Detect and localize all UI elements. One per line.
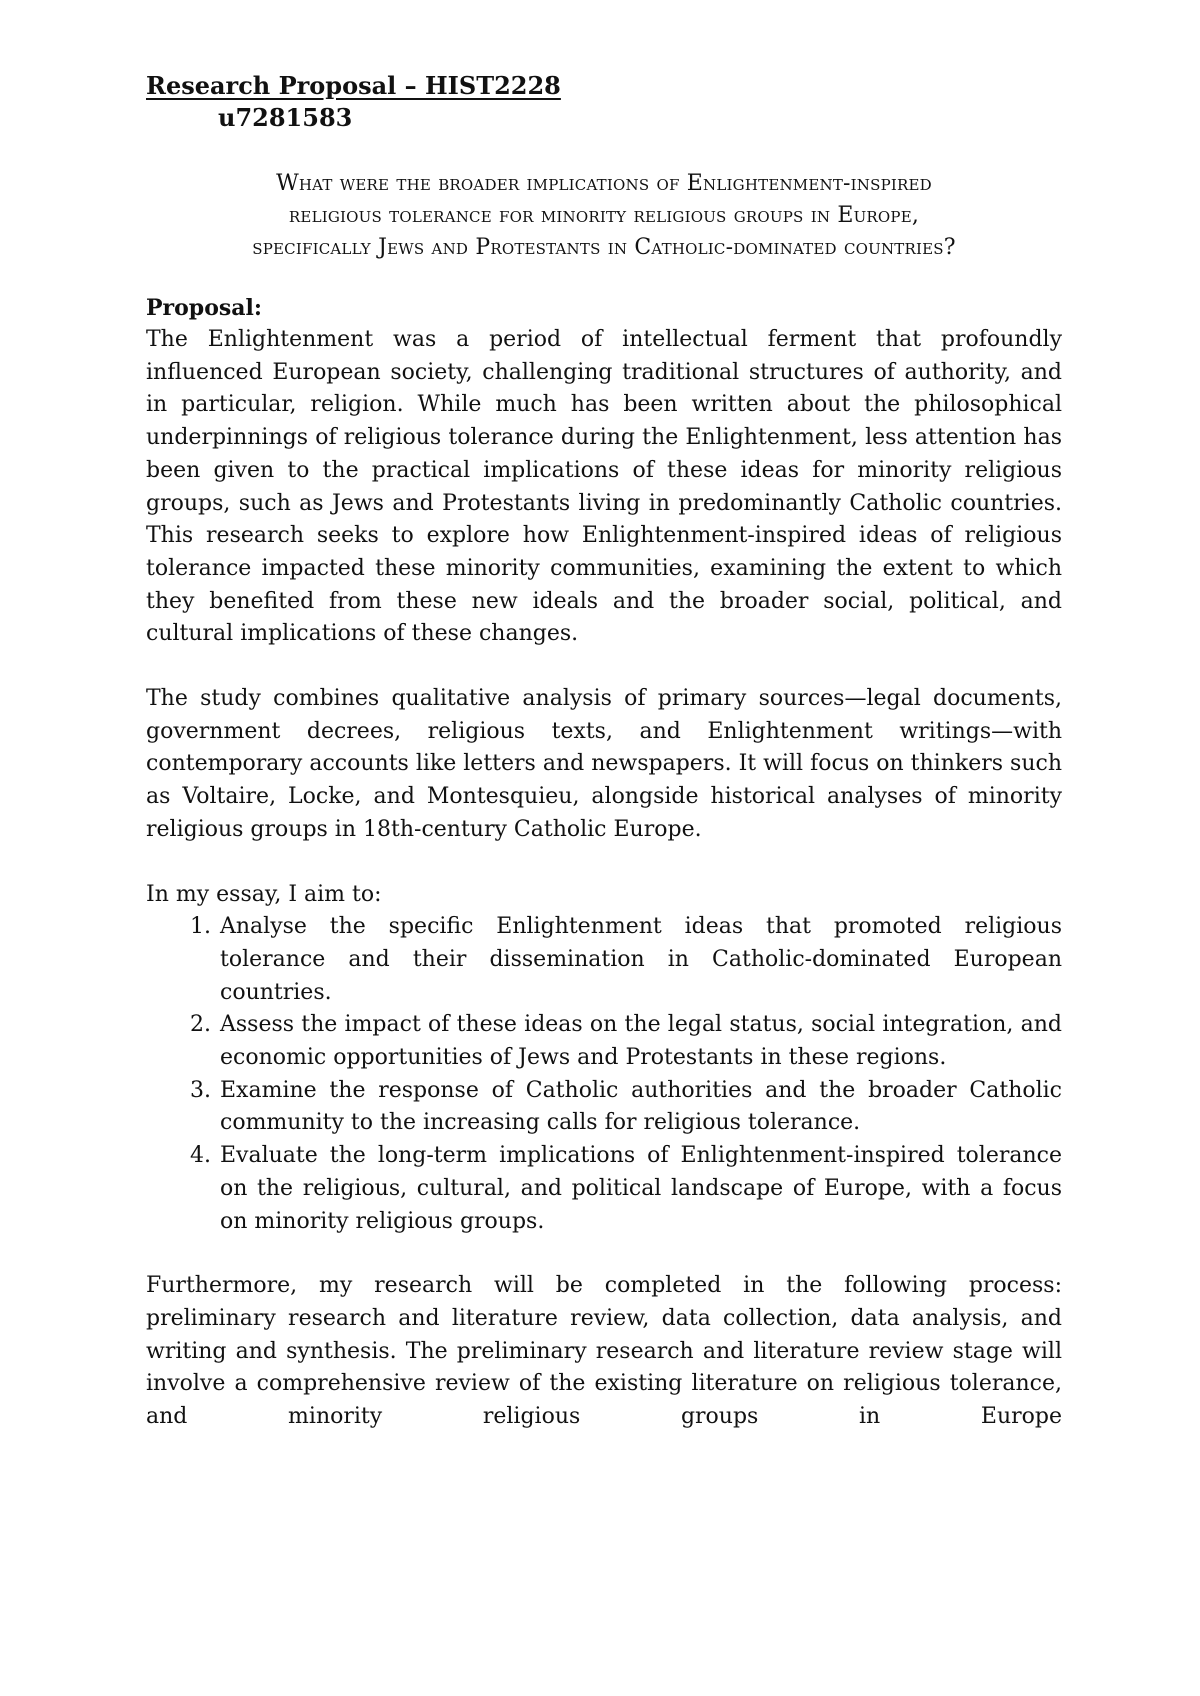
proposal-heading: Proposal: bbox=[146, 295, 262, 321]
proposal-paragraph-2: The study combines qualitative analysis of primary sources—legal documents, government decrees, religious texts, and Enlightenment writings—with contemporary accounts like letters and newspapers. It will focus on thinkers such as Voltaire, Locke, and Montesquieu, alongside historical analyses of minority religious groups in 18th-century Catholic Europe. bbox=[146, 686, 1062, 842]
document-title: Research Proposal – HIST2228 bbox=[146, 71, 561, 100]
research-question-line: What were the broader implications of Enlightenment-inspired bbox=[276, 171, 932, 196]
document-page bbox=[146, 70, 1062, 1434]
aims-list-item: 1. Analyse the specific Enlightenment ideas that promoted religious tolerance and their dissemination in Catholic-dominated European countries. bbox=[218, 911, 1062, 1009]
research-question-line: religious tolerance for minority religious groups in Europe, bbox=[288, 203, 920, 228]
aims-list-item: 4. Evaluate the long-term implications of Enlightenment-inspired tolerance on the religious, cultural, and political landscape of Europe, with a focus on minority religious groups. bbox=[218, 1140, 1062, 1238]
proposal-paragraph-1: The Enlightenment was a period of intellectual ferment that profoundly influenced European society, challenging traditional structures of authority, and in particular, religion. While much has been written about the philosophical underpinnings of religious tolerance during the Enlightenment, less attention has been given to the practical implications of these ideas for minority religious groups, such as Jews and Protestants living in predominantly Catholic countries. This research seeks to explore how Enlightenment-inspired ideas of religious tolerance impacted these minority communities, examining the extent to which they benefited from these new ideals and the broader social, political, and cultural implications of these changes. bbox=[146, 327, 1062, 647]
aims-list-item: 3. Examine the response of Catholic authorities and the broader Catholic community to the increasing calls for religious tolerance. bbox=[218, 1075, 1062, 1140]
aims-intro: In my essay, I aim to: bbox=[146, 881, 382, 907]
proposal-paragraph-3: Furthermore, my research will be completed in the following process: preliminary research and literature review, data collection, data analysis, and writing and synthesis. The preliminary research and literature review stage will involve a comprehensive review of the existing literature on religious tolerance, and minority religious groups in Europe bbox=[146, 1273, 1062, 1430]
research-question bbox=[146, 168, 1062, 264]
research-question-line: specifically Jews and Protestants in Catholic-dominated countries? bbox=[252, 235, 956, 260]
aims-list bbox=[146, 911, 1062, 1238]
student-id: u7281583 bbox=[218, 103, 353, 132]
aims-list-item: 2. Assess the impact of these ideas on the legal status, social integration, and economic opportunities of Jews and Protestants in these regions. bbox=[218, 1009, 1062, 1074]
